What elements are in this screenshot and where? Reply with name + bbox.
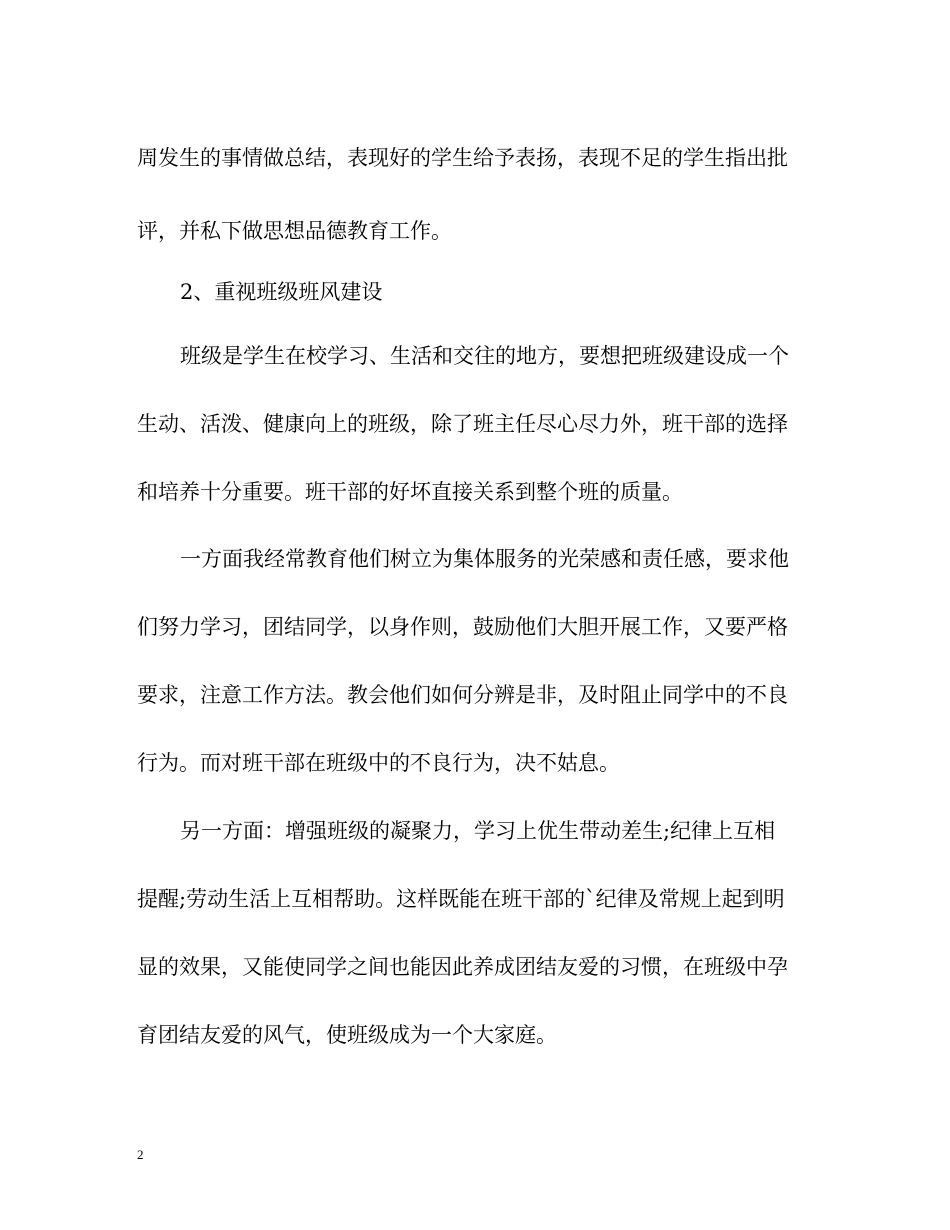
text-line-content: 显的效果，又能使同学之间也能因此养成团结友爱的习惯，在班级中孕 (137, 955, 788, 979)
text-line-content: 评，并私下做思想品德教育工作。 (137, 219, 452, 243)
text-line-content: 生动、活泼、健康向上的班级，除了班主任尽心尽力外，班干部的选择 (137, 412, 788, 436)
text-line-content: 和培养十分重要。班干部的好坏直接关系到整个班的质量。 (137, 480, 683, 504)
page-number: 2 (137, 1147, 144, 1162)
section-heading-text: 2、重视班级班风建设 (180, 280, 383, 304)
text-line-content: 一方面我经常教育他们树立为集体服务的光荣感和责任感，要求他 (180, 547, 789, 571)
text-line-content: 要求，注意工作方法。教会他们如何分辨是非，及时阻止同学中的不良 (137, 683, 788, 707)
text-line-content: 班级是学生在校学习、生活和交往的地方，要想把班级建设成一个 (180, 344, 789, 368)
text-line-content: 周发生的事情做总结，表现好的学生给予表扬，表现不足的学生指出批 (137, 146, 788, 170)
text-line-content: 提醒;劳动生活上互相帮助。这样既能在班干部的`纪律及常规上起到明 (137, 887, 785, 911)
text-line-content: 们努力学习，团结同学，以身作则，鼓励他们大胆开展工作，又要严格 (137, 615, 788, 639)
text-line-content: 行为。而对班干部在班级中的不良行为，决不姑息。 (137, 751, 620, 775)
text-line-content: 另一方面：增强班级的凝聚力，学习上优生带动差生;纪律上互相 (180, 819, 776, 843)
text-line-content: 育团结友爱的风气，使班级成为一个大家庭。 (137, 1023, 557, 1047)
